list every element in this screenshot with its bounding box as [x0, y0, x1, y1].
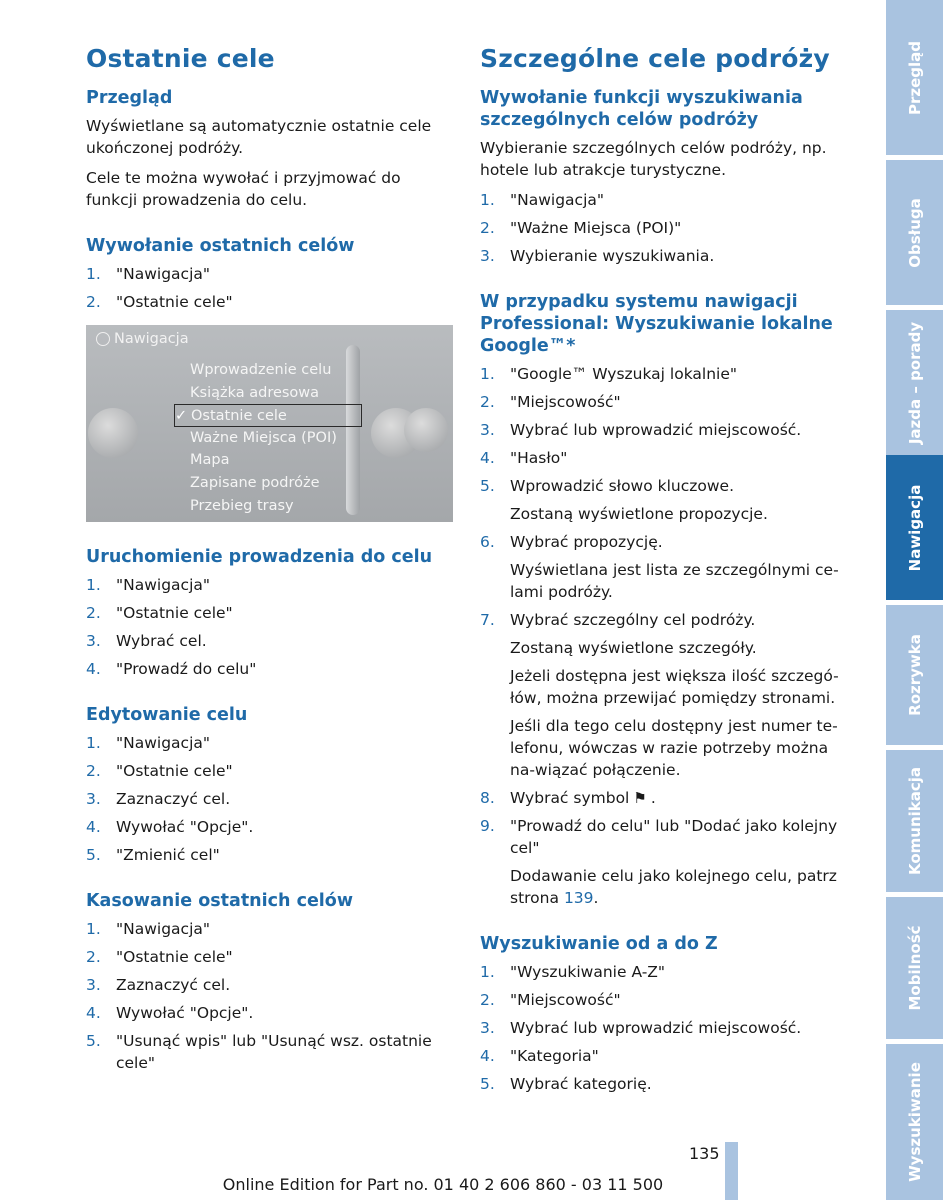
page-number: 135 — [689, 1144, 720, 1163]
tab-navigation[interactable]: Nawigacja — [886, 455, 943, 600]
list-item: 3. Wybieranie wyszukiwania. — [480, 247, 715, 265]
step-note: Zostaną wyświetlone szczegóły. — [510, 639, 757, 657]
list-item: 2. "Miejscowość" — [480, 393, 621, 411]
heading-call-poi-search: Wywołanie funkcji wyszukiwania szczególnych celów podróży — [480, 88, 803, 130]
call-steps — [480, 189, 845, 267]
menu-item: Zapisane podróże — [190, 474, 320, 491]
navigation-icon — [96, 332, 110, 346]
step-note: Dodawanie celu jako kolejnego celu, patrz strona 139. — [510, 867, 837, 907]
tab-overview[interactable]: Przegląd — [886, 0, 943, 155]
step-note: Jeżeli dostępna jest większa ilość szczegó-łów, można przewijać pomiędzy stronami. — [510, 667, 839, 707]
step-note: Zostaną wyświetlone propozycje. — [510, 505, 768, 523]
heading-delete-recent: Kasowanie ostatnich celów — [86, 891, 353, 911]
list-item: 4. "Hasło" — [480, 449, 568, 467]
list-item: 3. Wybrać cel. — [86, 632, 207, 650]
list-item: 2. "Ostatnie cele" — [86, 293, 233, 311]
page-link[interactable]: 139 — [563, 889, 594, 907]
right-column — [480, 44, 845, 1101]
list-item: 3. Zaznaczyć cel. — [86, 976, 231, 994]
menu-item: Ważne Miejsca (POI) — [190, 429, 337, 446]
list-item: 6. Wybrać propozycję. Wyświetlana jest lista ze szczególnymi ce-lami podróży. — [480, 531, 845, 603]
list-item: 2. "Ostatnie cele" — [86, 762, 233, 780]
menu-item: Przebieg trasy — [190, 497, 294, 514]
left-column — [86, 44, 456, 1080]
list-item: 1. "Nawigacja" — [86, 734, 210, 752]
list-item: 4. "Kategoria" — [480, 1047, 599, 1065]
tab-operation[interactable]: Obsługa — [886, 160, 943, 305]
list-item: 9. "Prowadź do celu" lub "Dodać jako kolejny cel" Dodawanie celu jako kolejnego celu, patrz strona 139. — [480, 815, 845, 909]
heading-overview: Przegląd — [86, 88, 173, 108]
list-item: 4. Wywołać "Opcje". — [86, 818, 254, 836]
list-item: 2. "Ważne Miejsca (POI)" — [480, 219, 682, 237]
list-item: 1. "Google™ Wyszukaj lokalnie" — [480, 365, 738, 383]
list-item: 4. "Prowadź do celu" — [86, 660, 257, 678]
footer-text: Online Edition for Part no. 01 40 2 606 860 - 03 11 500 — [222, 1175, 664, 1194]
delete-steps — [86, 918, 456, 1074]
heading-start-guidance: Uruchomienie prowadzenia do celu — [86, 547, 433, 567]
recall-steps — [86, 263, 456, 313]
list-item: 1. "Nawigacja" — [86, 576, 210, 594]
list-item: 3. Zaznaczyć cel. — [86, 790, 231, 808]
menu-item: Wprowadzenie celu — [190, 362, 332, 378]
menu-item-selected: ✓ Ostatnie cele — [174, 404, 362, 427]
tab-mobility[interactable]: Mobilność — [886, 897, 943, 1039]
heading-google-local-search: W przypadku systemu nawigacji Professional: Wyszukiwanie lokalne Google™* — [480, 292, 833, 356]
list-item: 1. "Nawigacja" — [86, 920, 210, 938]
list-item: 1. "Nawigacja" — [86, 265, 210, 283]
list-item: 4. Wywołać "Opcje". — [86, 1004, 254, 1022]
list-item: 5. "Usunąć wpis" lub "Usunąć wsz. ostatnie cele" — [86, 1032, 432, 1072]
edit-steps — [86, 732, 456, 866]
az-steps — [480, 961, 845, 1095]
step-note: Wyświetlana jest lista ze szczególnymi ce-lami podróży. — [510, 561, 839, 601]
google-steps — [480, 363, 845, 909]
list-item: 5. Wybrać kategorię. — [480, 1075, 652, 1093]
tab-search[interactable]: Wyszukiwanie — [886, 1044, 943, 1200]
step-note: Jeśli dla tego celu dostępny jest numer te-lefonu, wówczas w razie potrzeby można na-wiązać połączenie. — [510, 717, 838, 779]
heading-a-to-z-search: Wyszukiwanie od a do Z — [480, 934, 718, 954]
list-item: 2. "Ostatnie cele" — [86, 948, 233, 966]
controller-left-icon — [88, 408, 138, 458]
list-item: 1. "Wyszukiwanie A-Z" — [480, 963, 666, 981]
list-item: 7. Wybrać szczególny cel podróży. Zostaną wyświetlone szczegóły. Jeżeli dostępna jest większa ilość szczegó-łów, można przewijać pomiędzy stronami. Jeśli dla tego celu dostępny jest numer te-lefonu, wówczas w razie potrzeby można na-wiązać połączenie. — [480, 609, 845, 781]
destination-flag-icon: ⚑ — [633, 789, 647, 807]
menu-item: Mapa — [190, 452, 230, 469]
list-item: 3. Wybrać lub wprowadzić miejscowość. — [480, 1019, 802, 1037]
start-steps — [86, 574, 456, 680]
list-item: 5. "Zmienić cel" — [86, 846, 220, 864]
navscreen-title: Nawigacja — [114, 331, 189, 347]
zoom-plus-icon — [404, 408, 448, 452]
section-title-poi: Szczególne cele podróży — [480, 44, 830, 73]
tab-driving-tips[interactable]: Jazda – porady — [886, 310, 943, 455]
check-icon: ✓ — [175, 408, 188, 425]
list-item: 5. Wprowadzić słowo kluczowe. Zostaną wyświetlone propozycje. — [480, 475, 845, 525]
list-item: 2. "Ostatnie cele" — [86, 604, 233, 622]
overview-paragraph-1: Wyświetlane są automatycznie ostatnie cele ukończonej podróży. — [86, 117, 432, 157]
navscreen-menu — [174, 359, 362, 517]
list-item: 3. Wybrać lub wprowadzić miejscowość. — [480, 421, 802, 439]
heading-edit-destination: Edytowanie celu — [86, 705, 248, 725]
tab-entertainment[interactable]: Rozrywka — [886, 605, 943, 745]
call-paragraph: Wybieranie szczególnych celów podróży, np. hotele lub atrakcje turystyczne. — [480, 139, 827, 179]
section-title-recent-destinations: Ostatnie cele — [86, 44, 275, 73]
heading-recall-recent: Wywołanie ostatnich celów — [86, 236, 355, 256]
list-item: 1. "Nawigacja" — [480, 191, 604, 209]
navigation-screen-image — [86, 325, 453, 522]
overview-paragraph-2: Cele te można wywołać i przyjmować do funkcji prowadzenia do celu. — [86, 169, 401, 209]
menu-item: Książka adresowa — [190, 384, 320, 401]
list-item: 2. "Miejscowość" — [480, 991, 621, 1009]
list-item: 8. Wybrać symbol ⚑ . — [480, 789, 656, 807]
tab-communication[interactable]: Komunikacja — [886, 750, 943, 892]
